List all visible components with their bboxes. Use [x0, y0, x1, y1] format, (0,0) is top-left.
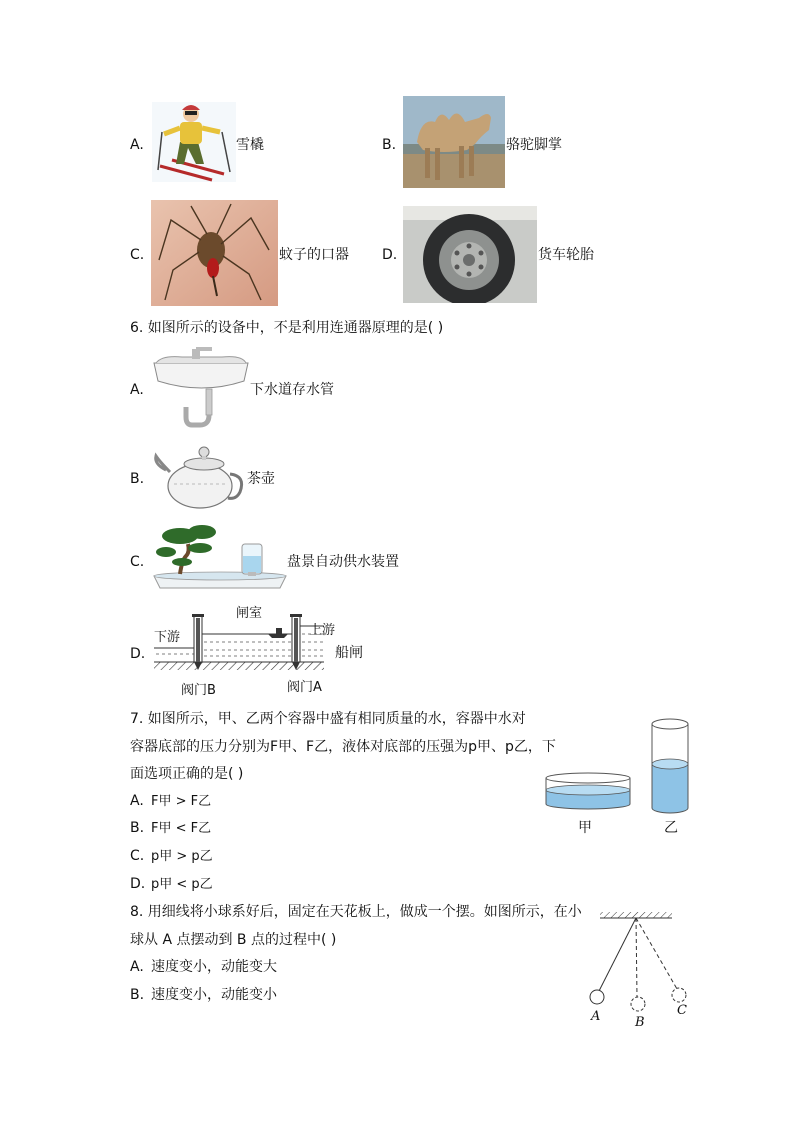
q7-option-c-text: p甲 > p乙	[151, 849, 213, 864]
q7-stem-line3: 面选项正确的是( )	[130, 766, 244, 782]
q7-stem-line1: 7. 如图所示，甲、乙两个容器中盛有相同质量的水，容器中水对	[130, 711, 526, 727]
q6-option-b-letter: B.	[130, 471, 145, 487]
q5-option-d-letter: D.	[382, 247, 398, 263]
q5-option-c-text: 蚊子的口器	[279, 247, 349, 263]
lock-valve-b-label: 阀门B	[181, 683, 216, 698]
q6-option-d-letter: D.	[130, 646, 146, 662]
containers-diagram	[544, 716, 694, 814]
q5-option-c-letter: C.	[130, 247, 145, 263]
bonsai-water-image	[152, 522, 288, 592]
q6-option-b-text: 茶壶	[247, 471, 275, 487]
q5-option-a-text: 雪橇	[236, 137, 264, 153]
q8-option-b-letter: B.	[130, 987, 145, 1003]
q7-option-c-letter: C.	[130, 848, 145, 864]
q5-option-a-letter: A.	[130, 137, 144, 153]
q6-option-a-letter: A.	[130, 382, 144, 398]
q8-stem-line1: 8. 用细线将小球系好后，固定在天花板上，做成一个摆。如图所示，在小	[130, 904, 582, 920]
q6-option-c-letter: C.	[130, 554, 145, 570]
truck-tire-image	[403, 206, 537, 303]
q8-option-b-text: 速度变小，动能变小	[151, 987, 277, 1003]
pendulum-label-b: B	[635, 1015, 645, 1030]
q7-option-b-text: F甲 < F乙	[151, 821, 212, 836]
lock-chamber-label: 闸室	[236, 606, 263, 621]
mosquito-image	[151, 200, 278, 306]
q7-option-d-text: p甲 < p乙	[151, 877, 213, 892]
q6-option-d-text: 船闸	[335, 645, 363, 661]
q6-option-a-text: 下水道存水管	[250, 382, 334, 398]
lock-valve-a-label: 阀门A	[287, 680, 322, 695]
q8-option-a-letter: A.	[130, 959, 144, 975]
skier-image	[152, 102, 236, 182]
q6-option-c-text: 盘景自动供水装置	[287, 554, 399, 570]
q7-option-b-letter: B.	[130, 820, 145, 836]
lock-upstream-label: 上游	[309, 623, 336, 638]
q7-option-a-letter: A.	[130, 793, 144, 809]
q7-option-a-text: F甲 > F乙	[151, 794, 212, 809]
teapot-image	[152, 440, 246, 512]
q5-option-b-letter: B.	[382, 137, 397, 153]
q8-stem-line2: 球从 A 点摆动到 B 点的过程中( )	[130, 932, 337, 948]
sink-drain-image	[152, 345, 250, 431]
q5-option-d-text: 货车轮胎	[538, 247, 594, 263]
pendulum-label-a: A	[591, 1009, 601, 1024]
pendulum-label-c: C	[677, 1003, 687, 1018]
q7-option-d-letter: D.	[130, 876, 146, 892]
q5-option-b-text: 骆驼脚掌	[506, 137, 562, 153]
camel-image	[403, 96, 505, 188]
pendulum-diagram	[580, 906, 696, 1014]
container-jia-label: 甲	[578, 820, 592, 836]
lock-downstream-label: 下游	[154, 630, 181, 645]
q7-stem-line2: 容器底部的压力分别为F甲、F乙，液体对底部的压强为p甲、p乙，下	[130, 739, 556, 755]
q8-option-a-text: 速度变小，动能变大	[151, 959, 277, 975]
q6-stem: 6. 如图所示的设备中，不是利用连通器原理的是( )	[130, 320, 444, 336]
container-yi-label: 乙	[664, 820, 678, 836]
